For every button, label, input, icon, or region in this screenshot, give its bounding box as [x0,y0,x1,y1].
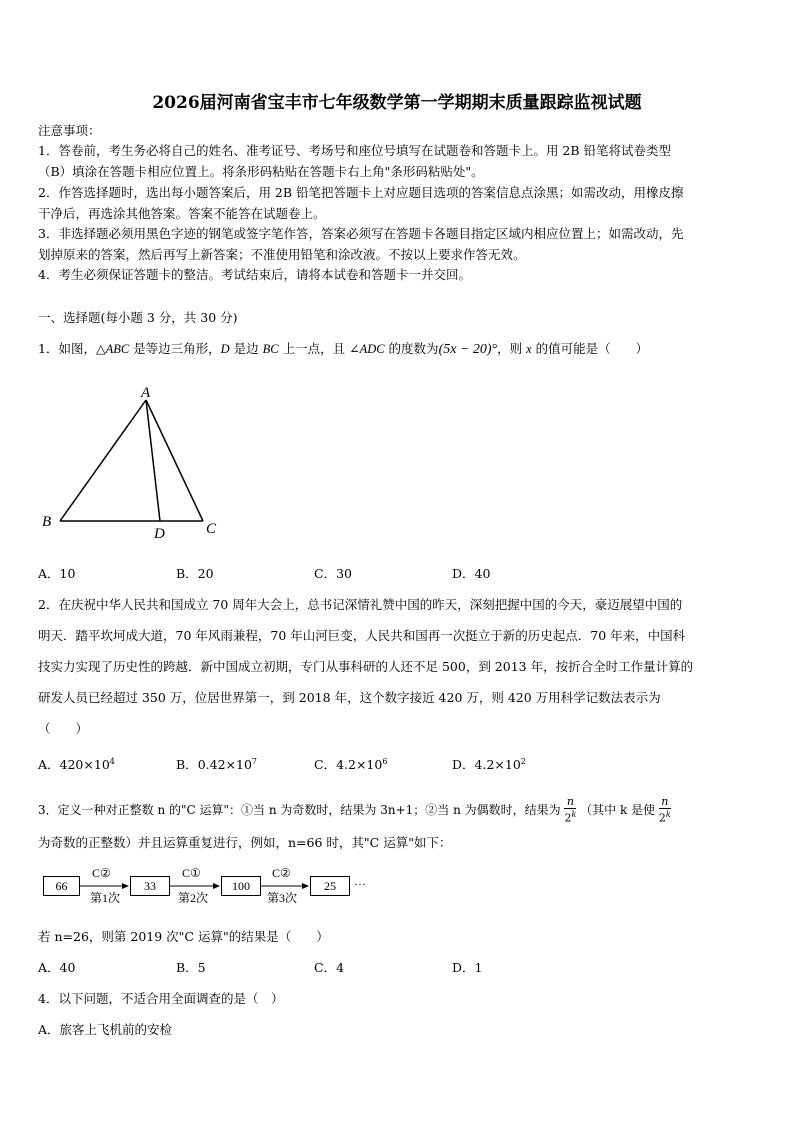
flow-box-1: 66 [43,876,80,896]
q2-option-a-base: 420×10 [59,757,110,772]
q1-pre: 1．如图， [38,341,96,356]
q1-option-a[interactable]: A．10 [38,566,76,581]
notes-line-3: 2．作答选择题时，选出每小题答案后，用 2B 铅笔把答题卡上对应题目选项的答案信息点涂黑；如需改动，用橡皮擦 [38,185,684,200]
q2-option-a-label: A． [38,757,60,772]
q4-line-1: 4．以下问题，不适合用全面调查的是（ ） [38,991,284,1006]
q2-option-c-base: 4.2×10 [336,757,383,772]
q3-option-b[interactable]: B．5 [176,960,206,975]
q1-side-bc: BC [262,342,279,356]
q2-line-4: 研发人员已经超过 350 万，位居世界第一，到 2018 年，这个数字接近 420 万，则 420 万用科学记数法表示为 [38,690,661,705]
flow-step-1: 第1次 [90,891,121,905]
label-b: B [42,514,52,530]
q2-line-3: 技实力实现了历史性的跨越．新中国成立初期，专门从事科研的人还不足 500，到 2013 年，按折合全时工作量计算的 [38,659,694,674]
q3-frac-num-2: n [659,796,671,809]
notes-line-4: 干净后，再选涂其他答案。答案不能答在试题卷上。 [38,206,326,221]
q3-option-d[interactable]: D．1 [452,960,483,975]
q1-triangle: △ABC [95,342,130,356]
flow-box-4: 25 [310,876,350,896]
q3-option-a[interactable]: A．40 [38,960,76,975]
notes-line-6: 划掉原来的答案，然后再写上新答案；不准使用铅笔和涂改液。不按以上要求作答无效。 [38,247,526,262]
flow-box-3: 100 [221,876,261,896]
notes-line-1: 1．答卷前，考生务必将自己的姓名、准考证号、考场号和座位号填写在试题卷和答题卡上。用 2B 铅笔将试卷类型 [38,143,672,158]
q3-frac-den-1: 2$^k$ [564,810,577,825]
label-a: A [141,385,151,401]
q3-frac-num-1: n [564,796,576,809]
q1-mid2: 是边 [229,341,263,356]
flow-arrowhead-3 [302,883,309,889]
section-heading: 一、选择题(每小题 3 分，共 30 分) [38,310,238,325]
flow-ellipsis: ··· [354,877,366,891]
q3-option-c[interactable]: C．4 [314,960,345,975]
flow-arrowhead-1 [122,883,129,889]
q2-option-b-base: 0.42×10 [197,757,252,772]
q2-option-d-exp: 2 [520,756,526,766]
flow-arrowhead-2 [213,883,220,889]
q2-option-d-base: 4.2×10 [474,757,521,772]
q1-mid1: 是等边三角形， [129,341,221,356]
q2-line-1: 2．在庆祝中华人民共和国成立 70 周年大会上，总书记深情礼赞中国的昨天，深刻把握中国的今天，豪迈展望中国的 [38,597,683,612]
flow-step-2: 第2次 [178,891,209,905]
flow-op-1: C② [92,866,111,880]
q1-mid4: 的度数为 [384,341,439,356]
q2-option-c-label: C． [314,757,337,772]
q3-line-3: 若 n=26，则第 2019 次"C 运算"的结果是（ ） [38,929,329,944]
flow-box-2: 33 [130,876,170,896]
q1-mid5: ，则 [497,341,527,356]
q3-line-1b: （其中 k 是使 [580,802,656,817]
label-d: D [154,526,165,542]
q2-option-a-exp: 4 [109,756,115,766]
notes-heading: 注意事项： [38,123,101,138]
q2-option-c-exp: 6 [382,756,388,766]
q3-line-2: 为奇数的正整数）并且运算重复进行，例如，n=66 时，其"C 运算"如下： [38,835,452,850]
q1-point-d: D [220,342,230,356]
q3-line-1a: 3．定义一种对正整数 n 的"C 运算"：①当 n 为奇数时，结果为 3n+1；②当 n 为偶数时，结果为 [38,802,561,817]
q1-expression: (5x − 20)° [438,342,498,357]
q1-mid3: 上一点，且 [278,341,350,356]
q1-option-b[interactable]: B．20 [176,566,214,581]
notes-line-5: 3．非选择题必须用黑色字迹的钢笔或签字笔作答，答案必须写在答题卡各题目指定区域内相应位置上；如需改动，先 [38,226,684,241]
q2-line-2: 明天．踏平坎坷成大道，70 年风雨兼程，70 年山河巨变，人民共和国再一次挺立于新的历史起点．70 年来，中国科 [38,628,686,643]
q2-option-b-label: B． [176,757,198,772]
flow-op-3: C② [272,866,291,880]
label-c: C [206,521,217,537]
notes-line-7: 4．考生必须保证答题卡的整洁。考试结束后，请将本试卷和答题卡一并交回。 [38,267,471,282]
q4-option-a[interactable]: A．旅客上飞机前的安检 [38,1022,173,1037]
q2-option-b-exp: 7 [251,756,257,766]
page-title: 2026届河南省宝丰市七年级数学第一学期期末质量跟踪监视试题 [152,93,642,113]
q1-option-d[interactable]: D．40 [452,566,491,581]
q2-line-5: （ ） [38,721,89,736]
q3-frac-den-2: 2$^k$ [658,810,671,825]
notes-line-2: （B）填涂在答题卡相应位置上。将条形码粘贴在答题卡右上角"条形码粘贴处"。 [38,164,484,179]
flow-step-3: 第3次 [267,891,298,905]
flow-op-2: C① [182,866,201,880]
q1-post: 的值可能是（ ） [531,341,649,356]
q1-angle: ∠ADC [349,342,385,356]
q1-var-x: x [526,342,532,356]
q2-option-d-label: D． [452,757,475,772]
q1-option-c[interactable]: C．30 [314,566,352,581]
